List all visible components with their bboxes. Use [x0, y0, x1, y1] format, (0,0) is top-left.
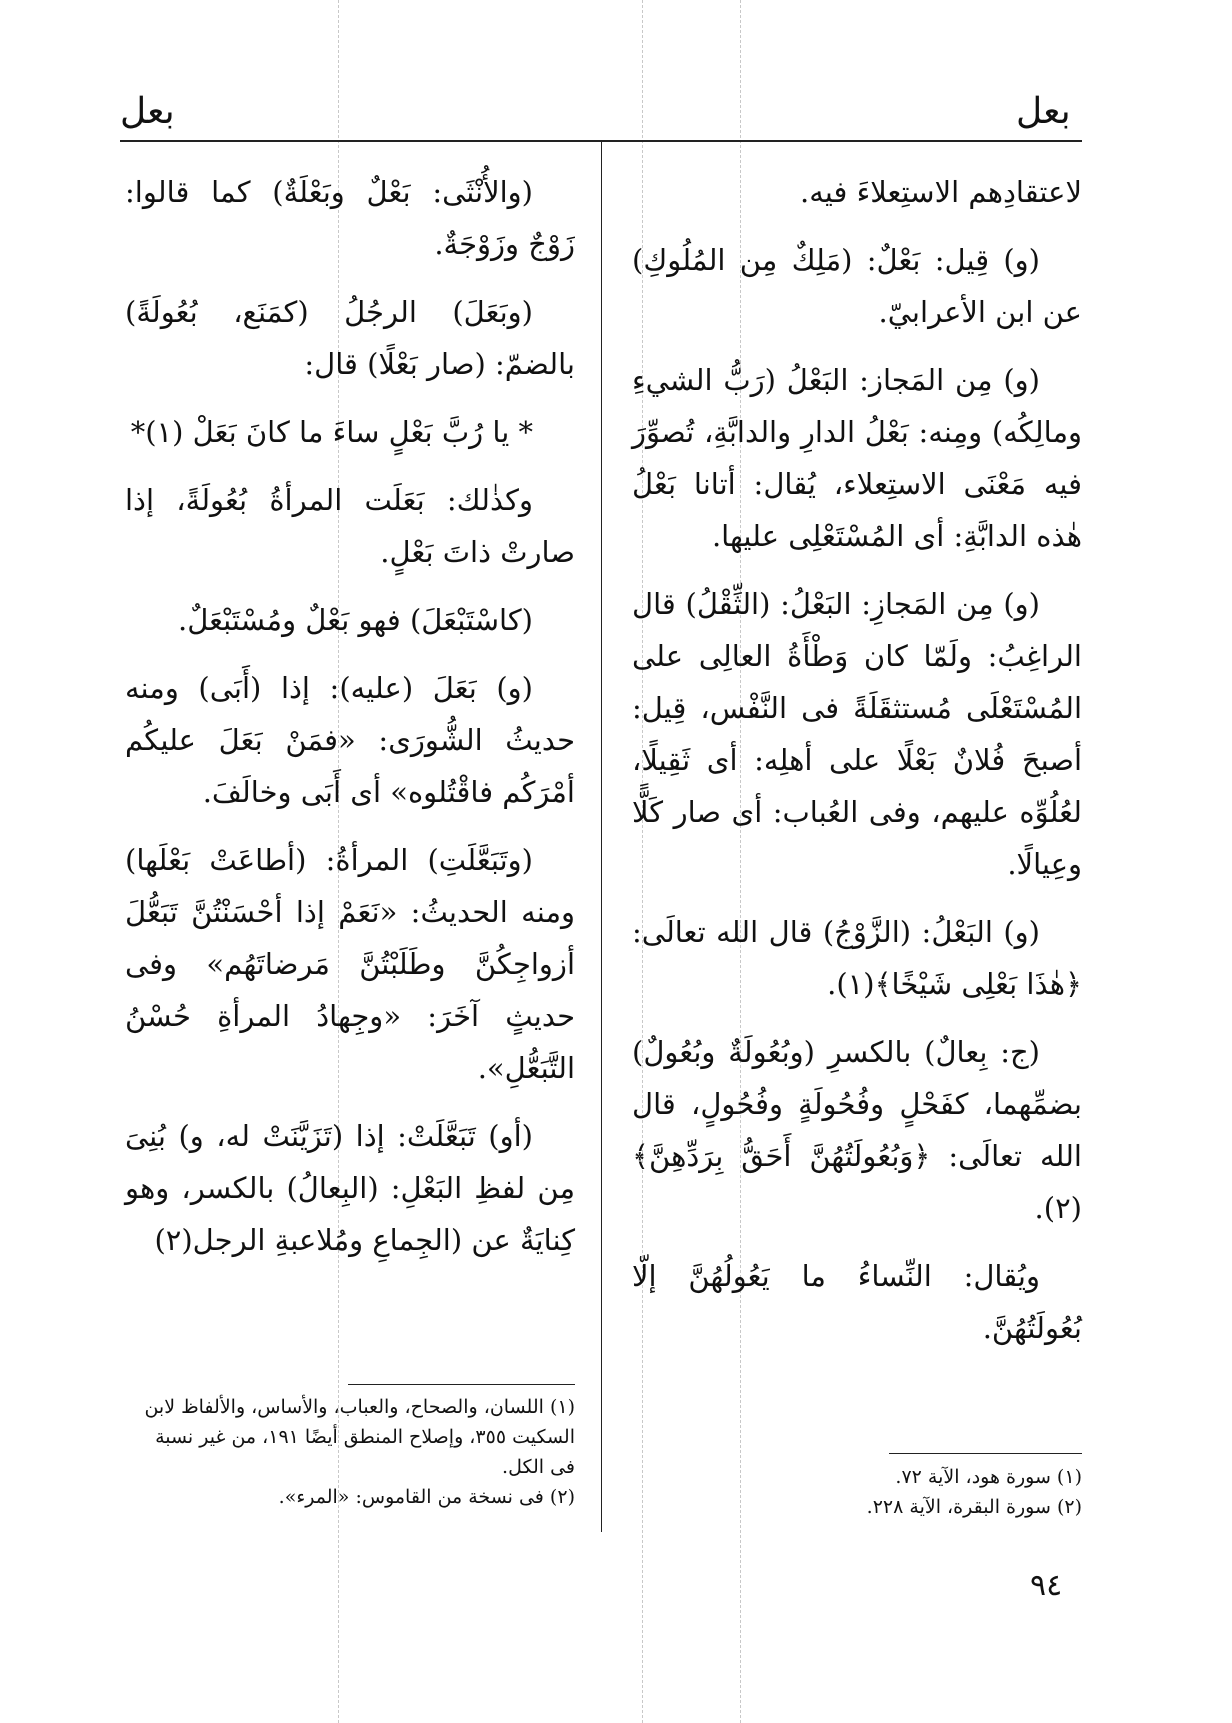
footnotes-right: [782, 1462, 1082, 1522]
paragraph: (والأُنْثَى: بَعْلٌ وبَعْلَةٌ) كما قالوا: زَوْجٌ وزَوْجَةٌ.: [125, 175, 575, 261]
verse-line: * يا رُبَّ بَعْلٍ ساءَ ما كانَ بَعَلْ (١)*: [130, 415, 533, 449]
footnote: (١) سورة هود، الآية ٧٢.: [895, 1466, 1082, 1488]
footnote-rule-left: [348, 1384, 575, 1385]
header-word-left: بعل: [120, 91, 175, 132]
column-divider: [601, 142, 602, 1532]
paragraph: (وبَعَلَ) الرجُلُ (كمَنَع، بُعُولَةً) بالضمّ: (صار بَعْلًا) قال:: [125, 295, 575, 381]
footnote: (٢) فى نسخة من القاموس: «المرء».: [278, 1486, 575, 1508]
paragraph: (أو) تَبَعَّلَتْ: إذا (تَزَيَّنَتْ له، و) بُنِىَ مِن لفظِ البَعْلِ: (البِعالُ) بالكسر، وهو كِنايَةٌ عن (الجِماعِ ومُلاعبةِ الرجل(٢): [125, 1119, 575, 1257]
paragraph: (و) بَعَلَ (عليه): إذا (أَبَى) ومنه حديثُ الشُّورَى: «فمَنْ بَعَلَ عليكُم أمْرَكُم فاقْتُلوه» أى أَبَى وخالَفَ.: [125, 671, 575, 809]
paragraph: (و) مِن المَجاز: البَعْلُ (رَبُّ الشيءِ ومالِكُه) ومِنه: بَعْلُ الدارِ والدابَّةِ، تُصوِّرَ فيه مَعْنَى الاستِعلاء، يُقال: أتانا بَعْلُ هٰذه الدابَّةِ: أى المُسْتَعْلِى عليها.: [632, 363, 1082, 553]
paragraph: وكذٰلك: بَعَلَت المرأةُ بُعُولَةً، إذا صارتْ ذاتَ بَعْلٍ.: [125, 483, 575, 569]
paragraph: (كاسْتَبْعَلَ) فهو بَعْلٌ ومُسْتَبْعَلٌ.: [178, 603, 533, 637]
paragraph: ويُقال: النِّساءُ ما يَعُولُهُنَّ إلّا بُعُولَتُهُنَّ.: [632, 1259, 1082, 1345]
paragraph: (و) مِن المَجازِ: البَعْلُ: (الثِّقْلُ) قال الراغِبُ: ولَمّا كان وَطْأَةُ العالِى على المُسْتَعْلَى مُستثقَلَةً فى النَّفْس، قِيل: أصبحَ فُلانٌ بَعْلًا على أهلِه: أى ثَقِيلًا، لعُلُوِّه عليهم، وفى العُباب: أى صار كَلًّا وعِيالًا.: [632, 587, 1082, 881]
footnote: (١) اللسان، والصحاح، والعباب، والأساس، والألفاظ لابن السكيت ٣٥٥، وإصلاح المنطق أيضًا ١٩١، من غير نسبة فى الكل.: [144, 1396, 575, 1478]
paragraph: (و) البَعْلُ: (الزَّوْجُ) قال الله تعالَى: ﴿هٰذَا بَعْلِى شَيْخًا﴾(١).: [632, 915, 1082, 1001]
paragraph: (ج: بِعالٌ) بالكسرِ (وبُعُولَةٌ وبُعُولٌ) بضمِّهما، كفَحْلٍ وفُحُولَةٍ وفُحُولٍ، قال الله تعالَى: ﴿وَبُعُولَتُهُنَّ أَحَقُّ بِرَدِّهِنَّ﴾(٢).: [632, 1035, 1082, 1225]
header-word-right: بعل: [1016, 91, 1071, 132]
footnotes-left: [125, 1392, 575, 1512]
footnote: (٢) سورة البقرة، الآية ٢٢٨.: [866, 1496, 1082, 1518]
page-number: ٩٤: [1030, 1568, 1063, 1603]
paragraph: (وتَبَعَّلَتِ) المرأةُ: (أطاعَتْ بَعْلَها) ومنه الحديثُ: «نَعَمْ إذا أحْسَنْتُنَّ تَبَعُّلَ أزواجِكُنَّ وطَلَبْتُنَّ مَرضاتَهُم» وفى حديثٍ آخَرَ: «وجِهادُ المرأةِ حُسْنُ التَّبَعُّلِ».: [125, 843, 575, 1085]
footnote-rule-right: [889, 1453, 1082, 1454]
left-column: [125, 166, 575, 1282]
right-column: [632, 166, 1082, 1370]
paragraph: لاعتقادِهم الاستِعلاءَ فيه.: [800, 175, 1082, 209]
paragraph: (و) قِيل: بَعْلٌ: (مَلِكٌ مِن المُلُوكِ) عن ابن الأعرابيّ.: [632, 243, 1082, 329]
